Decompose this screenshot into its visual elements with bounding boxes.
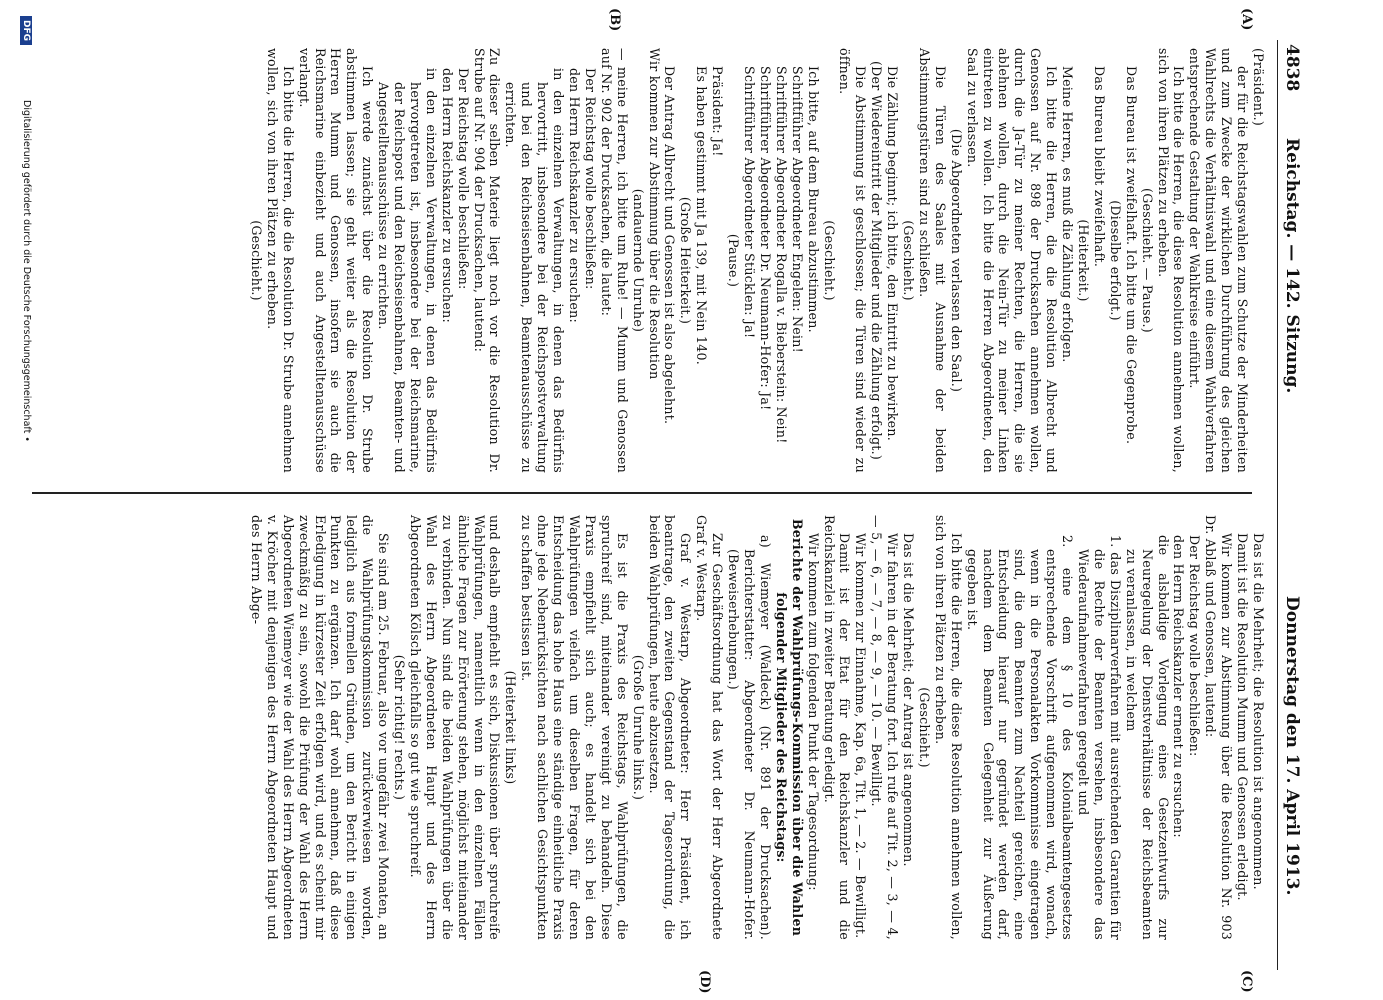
right-column-paragraph: 1. das Disziplinarverfahren mit ausreichenden Garantien für die Rechte der Beamten versehen, insbesondere das Wiederaufnahmeverfahren geregelt und — [1076, 535, 1123, 940]
left-column-paragraph: Die Türen des Saales mit Ausnahme der beiden Abstimmungstüren sind zu schließen. — [916, 48, 948, 473]
right-column-paragraph: 2. eine dem § 10 des Kolonialbeamtengesetzes entsprechende Vorschrift aufgenommen wird, wonach, wenn in die Personalakten Vorkommnisse eingetragen sind, die dem Beamten zum Nachteil gereichen, eine Entscheidung hierauf nur gegründet werden darf, nachdem dem Beamten Gelegenheit zur Äußerung gegeben ist. — [964, 535, 1076, 940]
right-column-paragraph: Zur Geschäftsordnung hat das Wort der Herr Abgeordnete Graf v. Westarp. — [694, 515, 726, 940]
right-column-paragraph: die alsbaldige Vorlegung eines Gesetzentwurfs zur Neuregelung der Dienstverhältnisse der Reichsbeamten zu veranlassen, in welchem — [1123, 535, 1171, 940]
margin-mark-b: (B) — [607, 8, 622, 32]
left-column-paragraph: Ich bitte die Herren, die die Resolution Albrecht und Genossen auf Nr. 898 der Drucksachen annehmen wollen, durch die Ja-Tür zu meiner Rechten, die Herren, die sie ablehnen wollen, durch die Nein-Tür zu meiner Linken eintreten zu wollen. Ich bitte die Herren Abgeordneten, den Saal zu verlassen. — [964, 48, 1060, 473]
left-column-paragraph: Es haben gestimmt mit Ja 139, mit Nein 140. — [694, 66, 710, 365]
right-column-paragraph: a) Wiemeyer (Waldeck) (Nr. 891 der Drucksachen). Berichterstatter: Abgeordneter Dr. Neumann-Hofer. (Beweiserhebungen.) — [726, 535, 773, 940]
left-column-paragraph: (Geschieht.) — [821, 220, 837, 301]
right-column-paragraph: (Sehr richtig! rechts.) — [392, 654, 408, 801]
left-column-paragraph: Der Reichstag wolle beschließen: — [455, 68, 471, 290]
left-column-paragraph: Ich werde zunächst über die Resolution Dr. Strube abstimmen lassen; sie geht weiter als die Resolution der Herren Mumm und Genossen, insofern sie auch die Reichsmarine einbezieht und auch Angestelltenausschüsse verlangt. — [296, 48, 376, 473]
left-column-paragraph: — meine Herren, ich bitte um Ruhe! — Mumm und Genossen auf Nr. 902 der Drucksachen, die lautet: — [598, 48, 630, 473]
left-column-paragraph: (Geschieht.) — [248, 220, 264, 301]
right-column-paragraph: Das ist die Mehrheit; der Antrag ist angenommen. — [901, 533, 917, 867]
left-column-paragraph: (Die Abgeordneten verlassen den Saal.) — [948, 128, 964, 393]
left-column-paragraph: (Der Wiedereintritt der Mitglieder und die Zählung erfolgt.) — [869, 61, 885, 460]
right-column-paragraph: den Herrn Reichskanzler ernent zu ersuchen: — [1171, 535, 1187, 838]
left-column-paragraph: Wir kommen zur Abstimmung über die Resolution — [646, 48, 662, 380]
right-column-paragraph: und deshalb empfiehlt es sich, Diskussionen über spruchreife Wahlprüfungen, namentlich wenn in den einzelnen Fällen ähnliche Fragen zur Erörterung stehen, möglichst miteinander zu verbinden. Nun sind die beiden Wahlprüfungen über die Wahl des Herrn Abgeordneten Haupt und des Herrn Abgeordneten Kölsch gleichfalls so gut wie spruchreif. — [407, 515, 503, 940]
page-number: 4838 — [1282, 44, 1302, 92]
column-divider — [32, 492, 1252, 494]
left-column-paragraph: (Dieselbe erfolgt.) — [1107, 200, 1123, 321]
left-column-paragraph: Schriftführer Abgeordneter Stücklen: Ja! — [742, 66, 757, 339]
left-column-paragraph: Ich bitte, auf dem Bureau abzustimmen. — [805, 66, 821, 333]
right-column-paragraph: (Große Unruhe links.) — [630, 654, 646, 801]
left-column-paragraph: Der Antrag Albrecht und Genossen ist also abgelehnt. — [662, 66, 678, 425]
header-date: Donnerstag den 17. April 1913. — [1282, 596, 1302, 896]
right-column-paragraph: Das ist die Mehrheit; die Resolution ist angenommen. — [1251, 533, 1266, 890]
right-column-paragraph: Wir kommen zur Abstimmung über die Resolution Nr. 903 Dr. Ablaß und Genossen, lautend: — [1203, 515, 1235, 940]
left-column-paragraph: in den einzelnen Verwaltungen, in denen das Bedürfnis hervortritt, insbesondere bei der Reichspostverwaltung und bei den Reichseisenbahnen, Beamtenausschüsse zu errichten. — [503, 68, 567, 473]
left-column-paragraph: Zu dieser selben Materie liegt noch vor die Resolution Dr. Strube auf Nr. 904 der Drucksachen, lautend: — [471, 48, 503, 473]
right-column-paragraph: Der Reichstag wolle beschließen: — [1187, 535, 1203, 757]
digitization-credit: Digitalisierung gefördert durch die Deutsche Forschungsgemeinschaft • — [21, 100, 32, 442]
right-column-paragraph: Damit ist die Resolution Mumm und Genossen erledigt. — [1235, 533, 1251, 901]
header-rule — [1277, 40, 1278, 970]
left-column-paragraph: (Große Heiterkeit.) — [678, 196, 694, 325]
right-column-paragraph: Wir fahren in der Beratung fort. Ich rufe auf Tit. 2, — 3, — 4, — 5, — 6, — 7, — 8, — 9, — 10. — Bewilligt. — [869, 515, 901, 940]
left-column-paragraph: (Geschieht. — Pause.) — [1139, 188, 1155, 333]
right-column-paragraph: Es ist die Praxis des Reichstags, Wahlprüfungen, die spruchreif sind, miteinander vereinigt zu behandeln. Diese Praxis empfiehlt sich auch; es handelt sich bei den Wahlprüfungen vielfach um dieselben Fragen, für deren Entscheidung das hohe Haus eine ständige einheitliche Praxis ohne jede Nebenrücksichten nach sachlichen Gesichtspunkten zu schaffen bestissen ist. — [519, 515, 630, 940]
left-column-paragraph: Das Bureau bleibt zweifelhaft. — [1091, 66, 1107, 268]
left-column-paragraph: (Präsident.) — [1251, 48, 1266, 127]
left-column-paragraph: Das Bureau ist zweifelhaft. Ich bitte um die Gegenprobe. — [1123, 66, 1139, 445]
right-column-paragraph: (Heiterkeit links) — [503, 670, 519, 785]
right-column-paragraph: Berichte der Wahlprüfungs-Kommission über die Wahlen folgender Mitglieder des Reichstags: — [773, 518, 805, 937]
right-column-paragraph: Wir kommen zur Einnahme, Kap. 6a, Tit. 1, — 2. — Bewilligt. — [853, 533, 869, 939]
left-column-paragraph: Die Zählung beginnt; ich bitte, den Eintritt zu bewirken. — [885, 66, 901, 441]
right-column-paragraph: (Geschieht.) — [916, 687, 932, 768]
left-column-paragraph: Die Abstimmung ist geschlossen; die Türen sind wieder zu öffnen. — [837, 48, 869, 473]
margin-mark-c: (C) — [1239, 970, 1254, 993]
margin-mark-d: (D) — [697, 970, 712, 994]
left-column-paragraph: Schriftführer Abgeordneter Dr. Neumann-Hofer: Ja! — [757, 66, 773, 411]
dfg-logo: DFG — [20, 16, 32, 45]
left-column-paragraph: (Heiterkeit.) — [1076, 219, 1092, 302]
left-column-paragraph: Ich bitte die Herren, die diese Resolution annehmen wollen, sich von ihren Plätzen zu erheben. — [1155, 48, 1187, 473]
left-column — [248, 48, 1266, 473]
left-column-paragraph: den Herrn Reichskanzler zu ersuchen: — [439, 68, 455, 323]
left-column-paragraph: Meine Herren, es muß die Zählung erfolgen. — [1060, 66, 1076, 363]
margin-mark-a: (A) — [1239, 8, 1254, 31]
right-column-paragraph: Ich bitte die Herren, die diese Resolution annehmen wollen, sich von ihren Plätzen zu erheben. — [932, 515, 964, 940]
header-title: Reichstag. — 142. Sitzung. — [1282, 138, 1302, 394]
right-column-paragraph: Wir kommen zum folgenden Punkt der Tagesordnung: — [805, 533, 821, 891]
right-column — [248, 515, 1266, 940]
left-column-paragraph: (Pause.) — [726, 233, 742, 288]
left-column-paragraph: (andauernde Unruhe) — [630, 188, 646, 333]
right-column-paragraph: Graf v. Westarp, Abgeordneter: Herr Präsident, ich beantrage, den zweiten Gegenstand der Tagesordnung, die beiden Wahlprüfungen, heute abzusetzen. — [646, 515, 694, 940]
right-column-paragraph: Damit ist der Etat für den Reichskanzler und die Reichskanzlei in zweiter Beratung erledigt. — [821, 515, 853, 940]
page-header — [1272, 0, 1302, 1000]
left-column-paragraph: (Geschieht.) — [901, 220, 917, 301]
left-column-paragraph: Schriftführer Abgeordneter Engelen: Nein! — [789, 66, 805, 353]
left-column-paragraph: Schriftführer Abgeordneter Rogalla v. Bieberstein: Nein! — [773, 66, 789, 444]
left-column-paragraph: Ich bitte die Herren, die die Resolution Dr. Strube annehmen wollen, sich von ihren Plätzen zu erheben. — [264, 48, 296, 473]
right-column-paragraph: Sie sind am 25. Februar, also vor ungefähr zwei Monaten, an die Wahlprüfungskommission zurückverwiesen worden, lediglich aus formellen Gründen, um den Bericht in einigen Punkten zu ergänzen. Ich darf wohl annehmen, daß diese Erledigung in kürzester Zeit erfolgen wird, und es scheint mir zweckmäßig zu sein, sowohl die Prüfung der Wahl des Herrn Abgeordneten Wiemeyer wie der Wahl des Herrn Abgeordneten v. Kröcher mit denjenigen des Herrn Abgeordneten Haupt und des Herrn Abge- — [248, 515, 392, 940]
left-column-paragraph: Der Reichstag wolle beschließen: — [582, 68, 598, 290]
left-column-paragraph: in den einzelnen Verwaltungen, in denen das Bedürfnis hervorgetreten ist, insbesondere bei der Reichsmarine, der Reichspost und den Reichseisenbahnen, Beamten- und Angestelltenausschüsse zu errichten. — [376, 68, 439, 473]
left-column-paragraph: Präsident: Ja! — [710, 66, 726, 157]
left-column-paragraph: den Herrn Reichskanzler zu ersuchen: — [567, 68, 583, 323]
left-column-paragraph: der für die Reichstagswahlen zum Schutze der Minderheiten und zum Zwecke der wirklichen Durchführung des gleichen Wahlrechts die Verhältniswahl und eine diesem Wahlverfahren entsprechende Gestaltung der Wahlkreise einführt. — [1187, 48, 1251, 473]
